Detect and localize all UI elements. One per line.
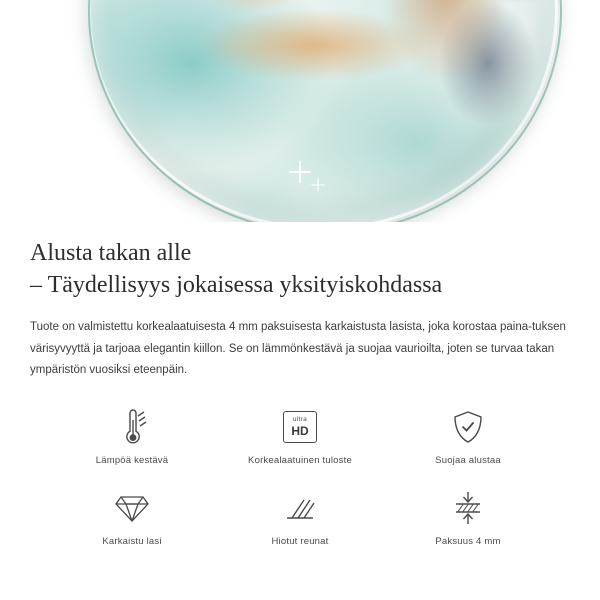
content-area bbox=[0, 222, 600, 547]
badge-top-text: ultra bbox=[292, 416, 308, 424]
shield-check-icon bbox=[452, 407, 484, 447]
feature-item bbox=[216, 488, 384, 547]
page-title bbox=[30, 238, 570, 301]
thickness-arrows-icon bbox=[451, 488, 485, 528]
feature-label: Suojaa alustaa bbox=[435, 455, 501, 467]
feature-label: Lämpöä kestävä bbox=[95, 455, 169, 467]
feature-item bbox=[48, 488, 216, 547]
headline-line-2: – Täydellisyys jokaisessa yksityiskohdassa bbox=[30, 271, 443, 298]
polished-edges-icon bbox=[283, 488, 317, 528]
feature-item bbox=[384, 488, 552, 547]
ultra-hd-badge-icon bbox=[283, 407, 317, 447]
feature-label: Hiotut reunat bbox=[271, 536, 329, 548]
thermometer-icon bbox=[115, 407, 149, 447]
glass-plate-image bbox=[88, 0, 558, 222]
feature-label: Paksuus 4 mm bbox=[435, 536, 501, 548]
feature-grid bbox=[30, 407, 570, 547]
feature-label: Korkealaatuinen tuloste bbox=[248, 455, 352, 467]
diamond-icon bbox=[114, 488, 150, 528]
badge-bottom-text: HD bbox=[291, 423, 309, 438]
hero-image bbox=[0, 0, 600, 222]
feature-item bbox=[216, 407, 384, 466]
body-paragraph: Tuote on valmistettu korkealaatuisesta 4 mm paksuisesta karkaistusta lasista, joka korostaa paina-tuksen värisyvyyttä ja tarjoaa elegantin kiillon. Se on lämmönkestävä ja suojaa vaurioilta, joten se turvaa takan ympäristön vuosiksi eteenpäin. bbox=[30, 321, 566, 376]
feature-label: Karkaistu lasi bbox=[102, 536, 162, 548]
feature-item bbox=[48, 407, 216, 466]
feature-item bbox=[384, 407, 552, 466]
headline-line-1: Alusta takan alle bbox=[30, 240, 192, 266]
